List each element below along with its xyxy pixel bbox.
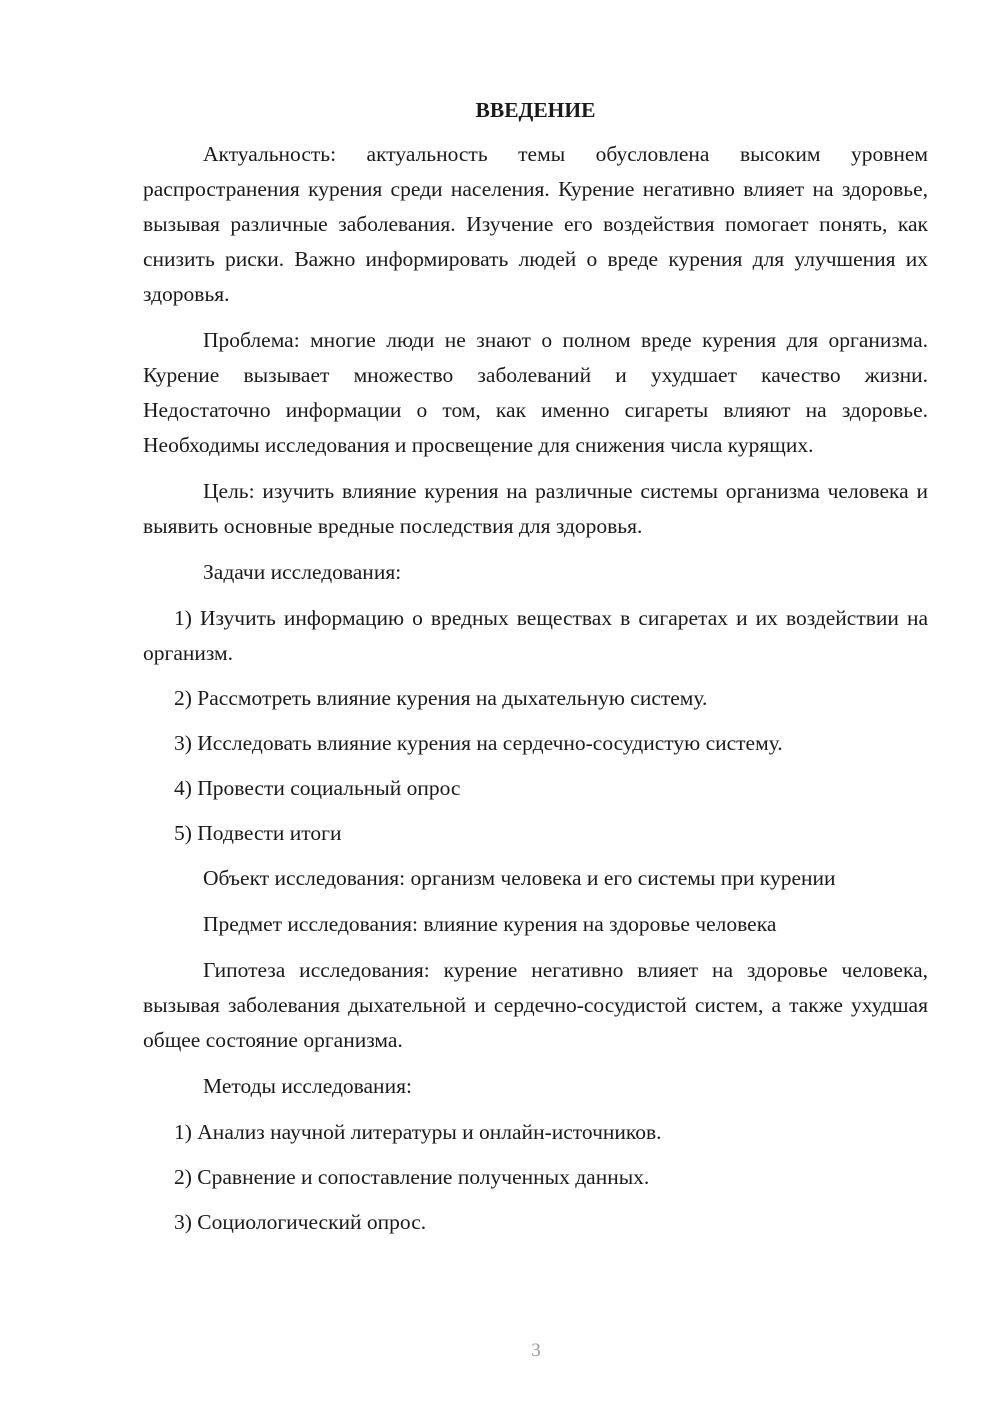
goal-paragraph: Цель: изучить влияние курения на различные системы организма человека и выявить основные вредные последствия для здоровья. — [143, 479, 928, 538]
problem-paragraph: Проблема: многие люди не знают о полном вреде курения для организма. Курение вызывает множество заболеваний и ухудшает качество жизни. Недостаточно информации о том, как именно сигареты влияют на здоровье. Необходимы исследования и просвещение для снижения числа курящих. — [143, 328, 928, 457]
list-item: 4) Провести социальный опрос — [174, 776, 461, 800]
methods-heading: Методы исследования: — [203, 1074, 412, 1098]
list-item: 1) Анализ научной литературы и онлайн-источников. — [174, 1120, 662, 1144]
object-paragraph: Объект исследования: организм человека и его системы при курении — [203, 866, 836, 890]
subject-paragraph: Предмет исследования: влияние курения на здоровье человека — [203, 912, 777, 936]
list-item: 3) Исследовать влияние курения на сердечно-сосудистую систему. — [174, 731, 783, 755]
hypothesis-paragraph: Гипотеза исследования: курение негативно влияет на здоровье человека, вызывая заболевания дыхательной и сердечно-сосудистой систем, а также ухудшая общее состояние организма. — [143, 958, 928, 1052]
relevance-paragraph: Актуальность: актуальность темы обусловлена высоким уровнем распространения курения среди населения. Курение негативно влияет на здоровье, вызывая различные заболевания. Изучение его воздействия помогает понять, как снизить риски. Важно информировать людей о вреде курения для улучшения их здоровья. — [143, 142, 928, 306]
page-number: 3 — [531, 1340, 541, 1361]
list-item: 2) Рассмотреть влияние курения на дыхательную систему. — [174, 686, 708, 710]
page-content — [143, 90, 928, 1250]
list-item: 3) Социологический опрос. — [174, 1210, 427, 1234]
tasks-list — [143, 601, 928, 851]
methods-list — [143, 1115, 928, 1240]
list-item: 2) Сравнение и сопоставление полученных данных. — [174, 1165, 650, 1189]
section-title: ВВЕДЕНИЕ — [475, 98, 596, 122]
list-item: 1) Изучить информацию о вредных веществах в сигаретах и их воздействии на организм. — [143, 606, 928, 665]
list-item: 5) Подвести итоги — [174, 821, 342, 845]
tasks-heading: Задачи исследования: — [203, 560, 402, 584]
